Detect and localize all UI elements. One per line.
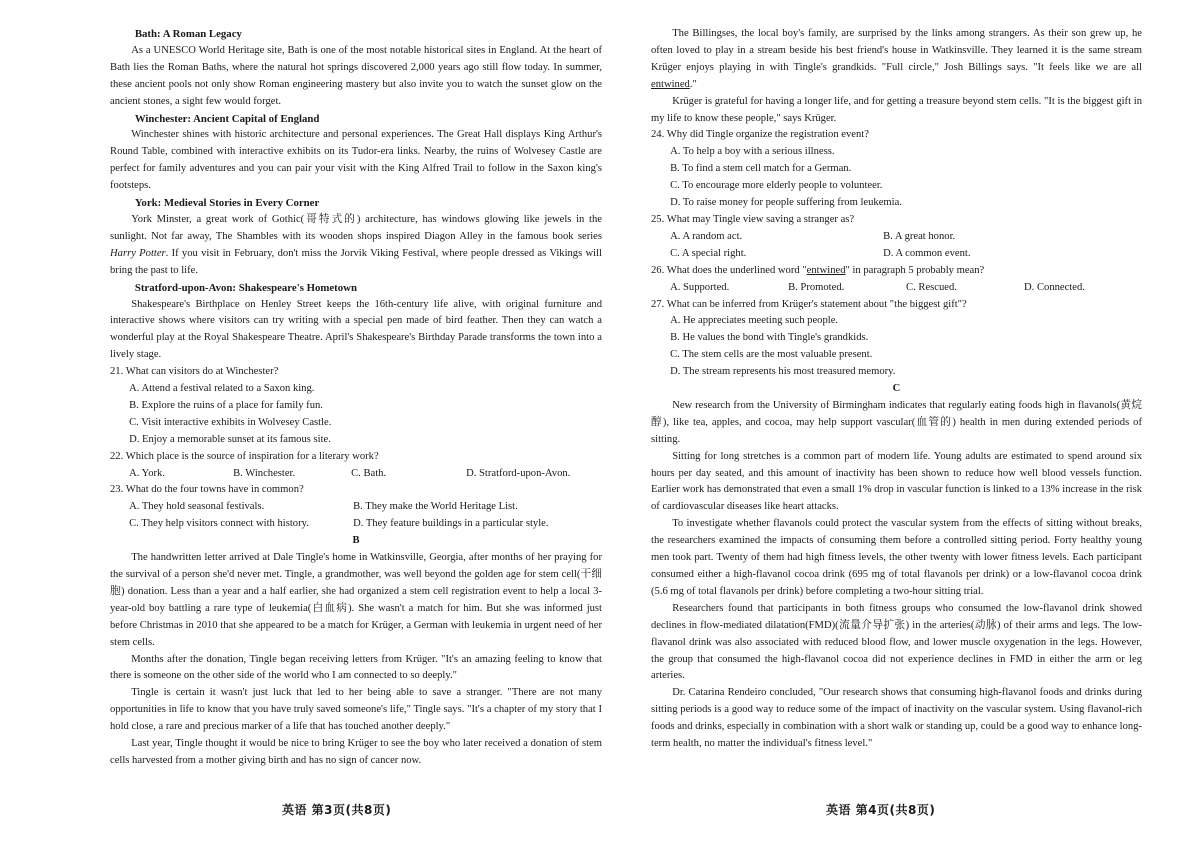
york-heading: York: Medieval Stories in Every Corner: [134, 197, 320, 210]
question-25-option-d: D. A common event.: [883, 247, 971, 259]
harry-potter-title: Harry Potter: [110, 247, 166, 259]
question-26-option-a: A. Supported.: [670, 281, 730, 293]
question-22: [110, 449, 602, 483]
question-22-option-b: B. Winchester.: [233, 467, 296, 479]
stratford-heading: Stratford-upon-Avon: Shakespeare's Hometown: [134, 281, 357, 294]
question-23-option-b: B. They make the World Heritage List.: [353, 501, 518, 513]
passage-b-paragraph-6: Krüger is grateful for having a longer life, and for getting a treasure beyond stem cells. "It is the biggest gift in my life to know these people," says Krüger.: [651, 95, 1142, 124]
question-23-options-row-1: [110, 499, 602, 516]
bath-heading: Bath: A Roman Legacy: [134, 28, 242, 40]
passage-b-paragraph-5-text-1: The Billingses, the local boy's family, are surprised by the links among strangers. As their son grew up, he often loved to play in a stream beside his best friend's house in Watkinsville. They learned it is the same stream Krüger enjoys playing in with Tingle's grandkids. "Full circle," Josh Billings says. "It feels like we are all: [651, 28, 1142, 73]
question-26-underlined-word: entwined: [806, 264, 846, 276]
question-27-option-d: D. The stream represents his most treasured memory.: [670, 366, 896, 378]
question-23-option-a: A. They hold seasonal festivals.: [129, 501, 265, 513]
question-25-stem: 25. What may Tingle view saving a stranger as?: [651, 213, 855, 225]
question-26: [651, 263, 1142, 297]
stratford-paragraph: Shakespeare's Birthplace on Henley Street keeps the 16th-century life alive, with original furniture and interactive shows where visitors can try writing with a special pen made of bird feather. Then they can watch a wonderful play at the Royal Shakespeare Theatre. April's Shakespeare's Birthday Parade transforms the town into a lively stage.: [110, 298, 602, 361]
section-b-heading: B: [352, 535, 360, 547]
question-25-option-a: A. A random act.: [670, 230, 743, 242]
question-23-options-row-2: [110, 516, 602, 533]
question-21: [110, 364, 602, 449]
question-22-options: [110, 466, 602, 483]
question-23-stem: 23. What do the four towns have in common?: [110, 484, 304, 496]
question-25-option-c: C. A special right.: [670, 247, 747, 259]
passage-b-paragraph-3: Tingle is certain it wasn't just luck that led to her being able to save a stranger. "There are not many opportunities in life to know that you have truly saved someone's life," Tingle says. "It's a chapter of my story that I hold close, a rare and precious marker of a life that has touched another deeply.": [110, 687, 602, 733]
passage-c-paragraph-1: New research from the University of Birmingham indicates that regularly eating foods high in flavanols(黄烷醇), like tea, apples, and cocoa, may help support vascular(血管的) health in men during extended periods of sitting.: [651, 399, 1142, 445]
question-24-option-a: A. To help a boy with a serious illness.: [670, 146, 835, 158]
question-27-option-b: B. He values the bond with Tingle's grandkids.: [670, 332, 869, 344]
question-21-option-a: A. Attend a festival related to a Saxon king.: [129, 383, 315, 395]
question-22-option-c: C. Bath.: [351, 467, 387, 479]
question-26-option-c: C. Rescued.: [906, 281, 957, 293]
question-23: [110, 482, 602, 533]
question-23-option-c: C. They help visitors connect with history.: [129, 518, 309, 530]
question-25-options-row-1: [651, 229, 1142, 246]
question-22-stem: 22. Which place is the source of inspiration for a literary work?: [110, 450, 379, 462]
question-21-option-c: C. Visit interactive exhibits in Wolvesey Castle.: [129, 416, 332, 428]
question-21-stem: 21. What can visitors do at Winchester?: [110, 366, 279, 378]
page-footer-right: 英语 第4页(共8页): [826, 803, 936, 817]
question-24-stem: 24. Why did Tingle organize the registration event?: [651, 129, 869, 141]
question-24-option-b: B. To find a stem cell match for a German.: [670, 163, 852, 175]
passage-c-paragraph-3: To investigate whether flavanols could protect the vascular system from the effects of sitting without breaks, the researchers examined the impacts of consuming them before a controlled sitting period. Forty healthy young men took part. Twenty of them had high fitness levels, the other twenty with lower fitness levels. Each participant consumed either a high-flavanol cocoa drink (695 mg of total flavanols per drink) or a low-flavanol cocoa drink (5.6 mg of total flavanols per drink) before completing a two-hour sitting trial.: [651, 518, 1142, 597]
question-27-stem: 27. What can be inferred from Krüger's statement about "the biggest gift"?: [651, 298, 967, 310]
passage-c-paragraph-2: Sitting for long stretches is a common part of modern life. Young adults are estimated to spend around six hours per day seated, and this amount of inactivity has been shown to reduce how well blood vessels function. Earlier work has demonstrated that even a small 1% drop in vascular function is linked to a 13% increase in the risk of cardiovascular diseases like heart attacks.: [651, 450, 1142, 513]
question-27-option-c: C. The stem cells are the most valuable present.: [670, 349, 873, 361]
right-page-column: [651, 26, 1142, 753]
york-text-2: . If you visit in February, don't miss the Jorvik Viking Festival, where people dressed as Vikings will bring the past to life.: [110, 247, 602, 276]
question-24-option-d: D. To raise money for people suffering from leukemia.: [670, 197, 902, 209]
question-26-stem-text-1: 26. What does the underlined word ": [651, 264, 807, 276]
passage-b-paragraph-4: Last year, Tingle thought it would be nice to bring Krüger to see the boy who later received a donation of stem cells harvested from a mother giving birth and has no sign of cancer now.: [110, 738, 602, 766]
question-26-stem-text-2: " in paragraph 5 probably mean?: [845, 264, 985, 276]
bath-paragraph: As a UNESCO World Heritage site, Bath is one of the most notable historical sites in England. At the heart of Bath lies the Roman Baths, where the natural hot springs discovered 2,000 years ago still flow today. In summer, these ancient pools not only show Roman engineering mastery but also invite you to watch the sunset glow on the ancient stones, a sight few would forget.: [110, 44, 602, 107]
entwined-underlined-word: entwined: [651, 78, 690, 90]
question-21-option-d: D. Enjoy a memorable sunset at its famous site.: [129, 433, 331, 445]
left-page-column: [110, 26, 602, 770]
passage-b-paragraph-5: [651, 26, 1142, 94]
question-26-options: [651, 280, 1142, 297]
passage-c-paragraph-5: Dr. Catarina Rendeiro concluded, "Our research shows that consuming high-flavanol foods and drinks during sitting periods is a good way to reduce some of the impact of inactivity on the vascular system. Using flavanol-rich foods and drinks, especially in combination with a short walk or standing up, could be a good way to enhance long-term health, no matter the individual's fitness level.": [651, 687, 1142, 750]
question-24-option-c: C. To encourage more elderly people to volunteer.: [670, 180, 883, 192]
question-25-options-row-2: [651, 246, 1142, 263]
question-26-option-b: B. Promoted.: [788, 281, 845, 293]
passage-b-paragraph-1: The handwritten letter arrived at Dale Tingle's home in Watkinsville, Georgia, after months of her praying for the survival of a person she'd never met. Tingle, a grandmother, was well beyond the golden age for stem cell(干细胞) donation. Less than a year and a half earlier, she had organized a stem cell registration event to help a local 3-year-old boy battling a rare type of leukemia(白血病). She wasn't a match for him. But she was informed just before Christmas in 2010 that she appeared to be a match for Krüger, a German with leukemia in urgent need of her stem cells.: [110, 552, 602, 648]
question-26-stem: [651, 263, 1142, 280]
question-27-option-a: A. He appreciates meeting such people.: [670, 315, 839, 327]
section-c-heading: C: [892, 383, 901, 395]
passage-b-paragraph-5-text-2: .": [689, 78, 697, 90]
question-22-option-a: A. York.: [129, 467, 165, 479]
question-27: [651, 297, 1142, 382]
passage-c-paragraph-4: Researchers found that participants in both fitness groups who consumed the low-flavanol drink showed declines in flow-mediated dilatation(FMD)(流量介导扩张) in the arteries(动脉) of their arms and legs. The low-flavanol drink was also associated with reduced blood flow, and lower muscle oxygenation in the legs. However, the group that consumed the high-flavanol cocoa did not experience declines in FMD in either the arm or leg arteries.: [651, 602, 1142, 682]
question-25-option-b: B. A great honor.: [883, 230, 956, 242]
winchester-paragraph: Winchester shines with historic architecture and personal experiences. The Great Hall displays King Arthur's Round Table, combined with interactive exhibits on its Tudor-era links. Nearby, the ruins of Wolvesey Castle are perfect for family adventures and you can pair your visit with the King Alfred Trail to follow in the Saxon king's footsteps.: [110, 129, 602, 192]
question-26-option-d: D. Connected.: [1024, 281, 1085, 293]
winchester-heading: Winchester: Ancient Capital of England: [134, 112, 320, 125]
question-23-option-d: D. They feature buildings in a particular style.: [353, 518, 549, 530]
question-24: [651, 127, 1142, 212]
york-paragraph: [110, 212, 602, 280]
passage-b-paragraph-2: Months after the donation, Tingle began receiving letters from Krüger. "It's an amazing feeling to know that there is someone on the other side of the world who I am connected to so deeply.": [110, 653, 602, 682]
question-25: [651, 212, 1142, 263]
york-text-1: York Minster, a great work of Gothic(哥特式的) architecture, has windows glowing like jewels in the sunlight. Not far away, The Shambles with its wooden shops inspired Diagon Alley in the famous book series: [110, 213, 602, 242]
page-footer-left: 英语 第3页(共8页): [282, 803, 392, 817]
question-22-option-d: D. Stratford-upon-Avon.: [466, 467, 571, 479]
question-21-option-b: B. Explore the ruins of a place for family fun.: [129, 399, 323, 411]
